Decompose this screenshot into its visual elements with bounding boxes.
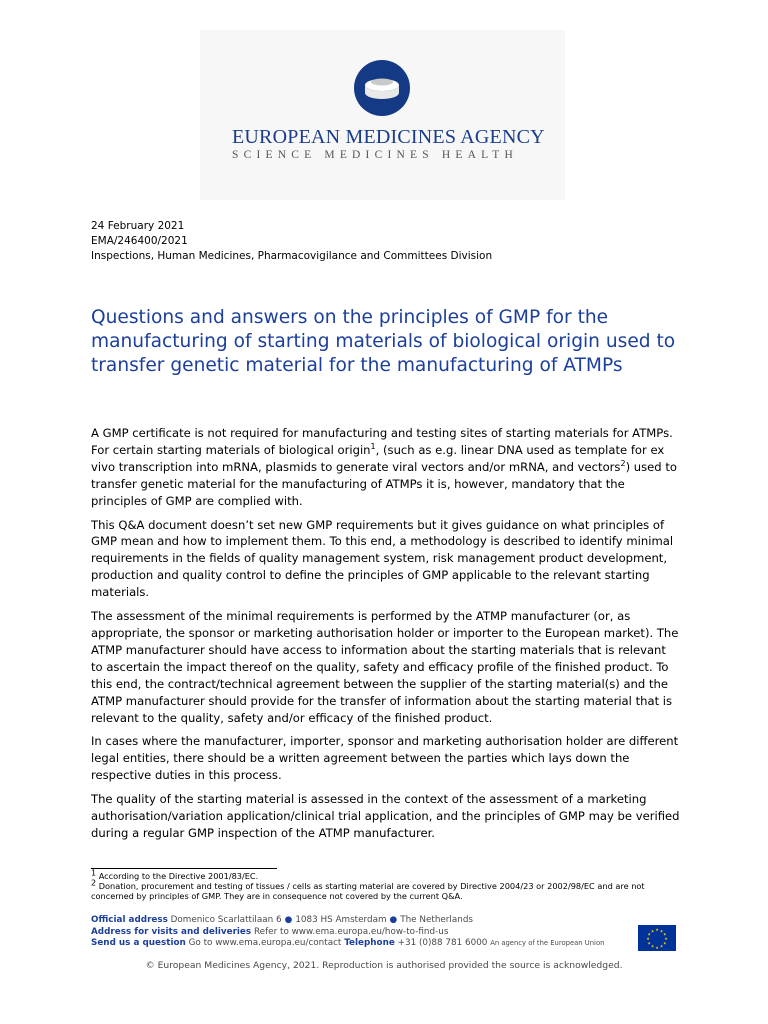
telephone-label: Telephone <box>344 938 395 949</box>
telephone-number[interactable]: +31 (0)88 781 6000 <box>397 938 488 949</box>
address-street: Domenico Scarlattilaan 6 <box>170 915 282 925</box>
question-line <box>91 938 651 950</box>
svg-text:★: ★ <box>663 940 667 946</box>
paragraph-3: The assessment of the minimal requirements is performed by the ATMP manufacturer (or, as appropriate, the sponsor or marketing authorisation holder or importer to the European market). The ATMP manufacturer should have access to information about the starting materials that is relevant to ascertain the impact thereof on the quality, safety and efficacy profile of the finished product. To this end, the contract/technical agreement between the supplier of the starting material(s) and the ATMP manufacturer should provide for the transfer of information about the starting material that is relevant to the quality, safety and/or efficacy of the finished product. <box>91 609 679 725</box>
bullet-icon: ● <box>284 915 293 925</box>
paragraph-1-part-a: A GMP certificate is not required for manufacturing and testing sites of starting materials for ATMPs. For certain starting materials of biological origin <box>91 426 673 457</box>
bullet-icon: ● <box>389 915 398 925</box>
question-label: Send us a question <box>91 938 186 949</box>
contact-link[interactable]: Go to www.ema.europa.eu/contact <box>188 938 342 949</box>
footnote-1-text: According to the Directive 2001/83/EC. <box>96 871 259 881</box>
footnote-ref-2[interactable]: 2 <box>620 458 626 468</box>
footnote-2-mark: 2 <box>91 878 97 888</box>
svg-text:★: ★ <box>646 936 650 941</box>
footnote-1 <box>91 868 681 881</box>
footnote-2 <box>91 878 681 901</box>
document-title: Questions and answers on the principles of GMP for the manufacturing of starting materials of biological origin used to transfer genetic material for the manufacturing of ATMPs <box>91 307 676 376</box>
svg-text:★: ★ <box>664 936 668 941</box>
svg-text:★: ★ <box>650 943 655 949</box>
paragraph-1-part-c: ) used to transfer genetic material for the manufacturing of ATMPs it is, however, mandatory that the principles of GMP are complied with. <box>91 459 677 508</box>
document-body <box>91 425 681 842</box>
footnote-1-mark: 1 <box>91 868 97 878</box>
document-division: Inspections, Human Medicines, Pharmacovigilance and Committees Division <box>91 250 493 262</box>
svg-text:★: ★ <box>655 944 659 950</box>
eu-agency-note: An agency of the European Union <box>490 939 605 948</box>
visits-link[interactable]: Refer to www.ema.europa.eu/how-to-find-us <box>253 926 449 937</box>
svg-text:★: ★ <box>659 943 664 949</box>
address-country: The Netherlands <box>400 915 473 925</box>
footnotes <box>91 868 681 901</box>
svg-text:★: ★ <box>647 931 651 937</box>
footnote-2-text: Donation, procurement and testing of tissues / cells as starting material are covered by Directive 2004/23 or 2002/98/EC and are not concerned by principles of GMP. They are in consequence not covered by the current Q&A. <box>91 881 645 901</box>
svg-text:★: ★ <box>659 928 664 934</box>
svg-text:★: ★ <box>655 927 659 933</box>
svg-text:★: ★ <box>647 940 651 946</box>
paragraph-1-part-b: , (such as e.g. linear DNA used as template for ex vivo transcription into mRNA, plasmids to generate viral vectors and/or mRNA, and vectors <box>91 442 665 474</box>
ema-logo <box>200 30 565 200</box>
visits-label: Address for visits and deliveries <box>91 926 252 937</box>
paragraph-1 <box>91 425 681 510</box>
contact-block <box>91 915 651 950</box>
ema-emblem-icon <box>354 60 410 116</box>
footnote-divider <box>91 868 277 869</box>
document-date: 24 February 2021 <box>91 220 185 232</box>
official-address-label: Official address <box>91 915 168 925</box>
address-city: 1083 HS Amsterdam <box>295 915 387 925</box>
official-address-line <box>91 915 651 927</box>
copyright-notice: © European Medicines Agency, 2021. Reproduction is authorised provided the source is acknowledged. <box>145 960 623 971</box>
document-meta <box>91 219 492 264</box>
svg-text:★: ★ <box>663 931 667 937</box>
paragraph-2: This Q&A document doesn’t set new GMP requirements but it gives guidance on what principles of GMP mean and how to implement them. To this end, a methodology is described to identify minimal requirements in the fields of quality management system, risk management product development, production and quality control to define the principles of GMP applicable to the relevant starting materials. <box>91 517 674 600</box>
paragraph-5: The quality of the starting material is assessed in the context of the assessment of a marketing authorisation/variation application/clinical trial application, and the principles of GMP may be verified during a regular GMP inspection of the ATMP manufacturer. <box>91 792 680 840</box>
logo-agency-name: EUROPEAN MEDICINES AGENCY <box>232 126 545 148</box>
paragraph-4: In cases where the manufacturer, importer, sponsor and marketing authorisation holder are different legal entities, there should be a written agreement between the parties which lays down the respective duties in this process. <box>91 734 679 783</box>
eu-flag-icon <box>638 925 676 951</box>
svg-text:★: ★ <box>650 928 655 934</box>
footnote-ref-1[interactable]: 1 <box>370 442 376 452</box>
logo-tagline: SCIENCE MEDICINES HEALTH <box>232 149 519 161</box>
visits-line <box>91 927 651 939</box>
document-reference: EMA/246400/2021 <box>91 235 188 247</box>
